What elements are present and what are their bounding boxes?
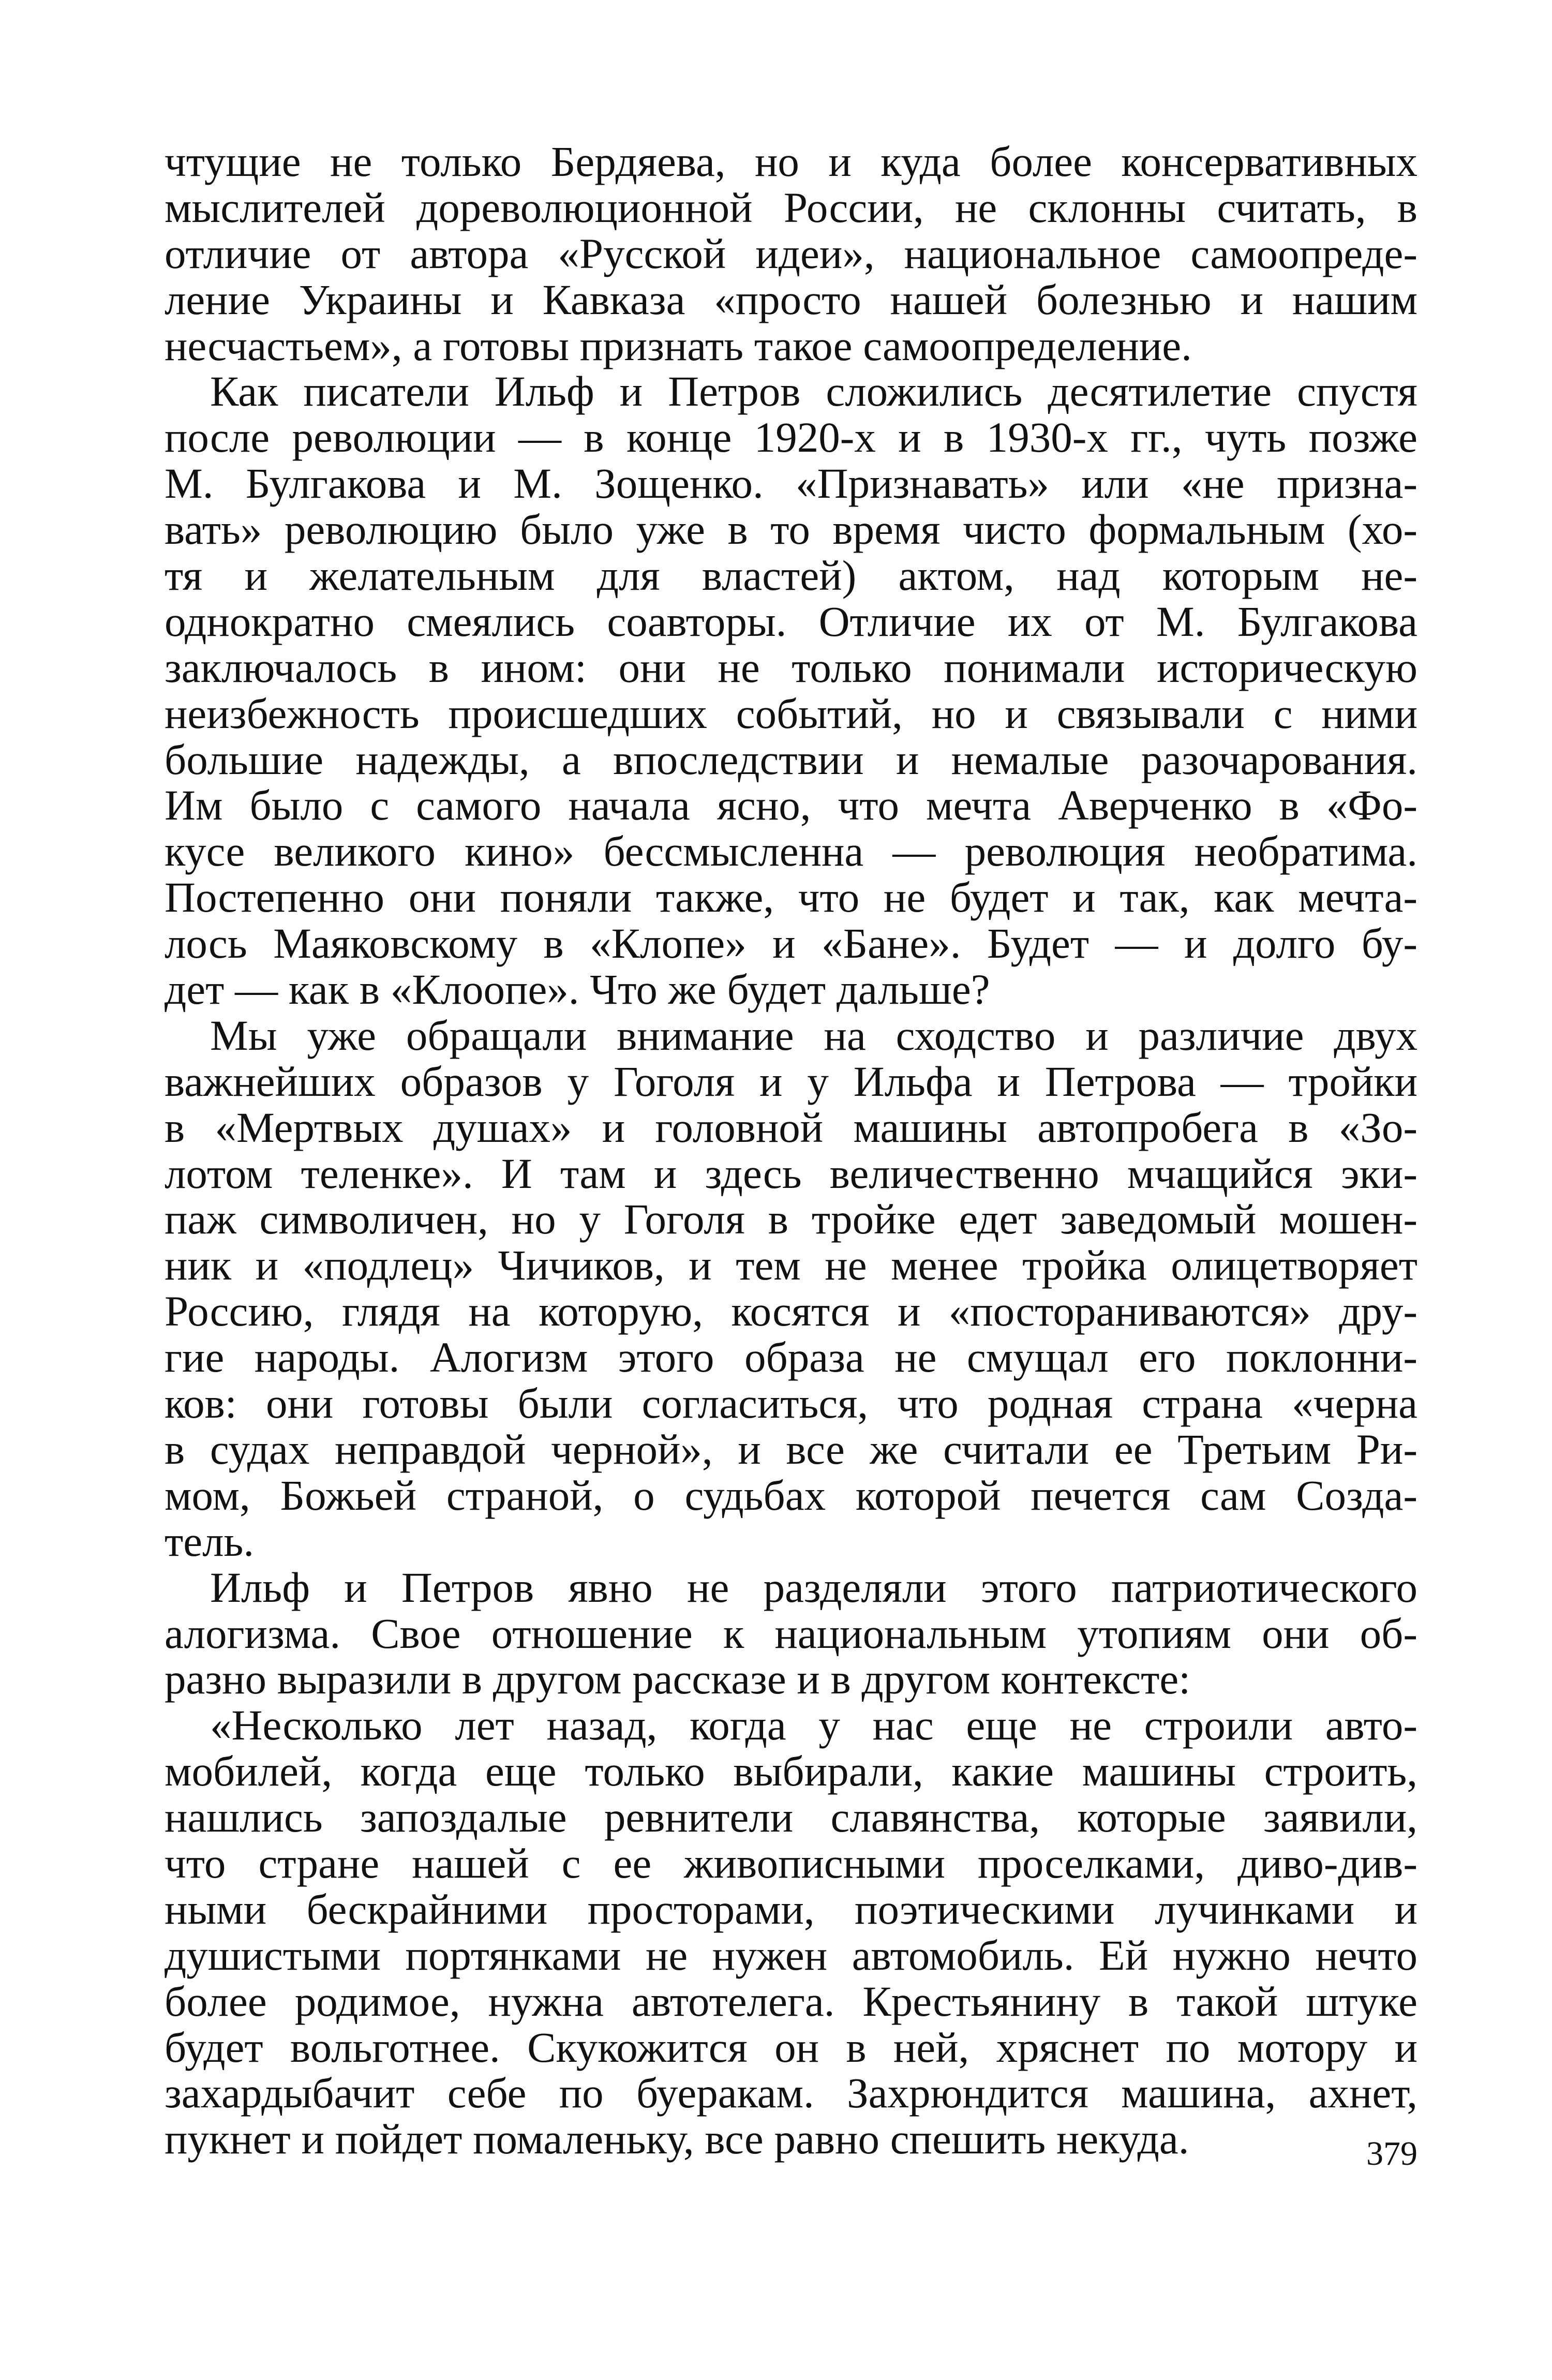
text-line: Россию, глядя на которую, косятся и «постораниваются» дру- bbox=[165, 1287, 1417, 1335]
text-line: мом, Божьей страной, о судьбах которой печется сам Созда- bbox=[165, 1471, 1417, 1519]
text-line: несчастьем», а готовы признать такое самоопределение. bbox=[165, 321, 1192, 369]
text-line: нашлись запоздалые ревнители славянства, которые заявили, bbox=[165, 1793, 1417, 1841]
text-line: душистыми портянками не нужен автомобиль. Ей нужно нечто bbox=[165, 1931, 1417, 1979]
paragraph-first-line: Ильф и Петров явно не разделяли этого патриотического bbox=[210, 1563, 1417, 1611]
text-line: захардыбачит себе по буеракам. Захрюндится машина, ахнет, bbox=[165, 2069, 1417, 2117]
text-line: мыслителей дореволюционной России, не склонны считать, в bbox=[165, 183, 1417, 231]
text-line: тель. bbox=[165, 1517, 255, 1565]
text-line: однократно смеялись соавторы. Отличие их от М. Булгакова bbox=[165, 597, 1417, 645]
text-line: что стране нашей с ее живописными проселками, диво-див- bbox=[165, 1839, 1417, 1887]
text-line: тя и желательным для властей) актом, над которым не- bbox=[165, 552, 1417, 600]
text-line: мобилей, когда еще только выбирали, какие машины строить, bbox=[165, 1747, 1417, 1795]
text-line: паж символичен, но у Гоголя в тройке едет заведомый мошен- bbox=[165, 1195, 1417, 1243]
page-number: 379 bbox=[1366, 2135, 1417, 2173]
text-line: ник и «подлец» Чичиков, и тем не менее тройка олицетворяет bbox=[165, 1241, 1417, 1289]
paragraph-first-line: Как писатели Ильф и Петров сложились десятилетие спустя bbox=[210, 367, 1417, 415]
text-line: дет — как в «Клоопе». Что же будет дальше? bbox=[165, 965, 990, 1014]
text-line: важнейших образов у Гоголя и у Ильфа и Петрова — тройки bbox=[165, 1057, 1417, 1105]
text-line: гие народы. Алогизм этого образа не смущал его поклонни- bbox=[165, 1333, 1417, 1381]
text-line: М. Булгакова и М. Зощенко. «Признавать» или «не призна- bbox=[165, 459, 1417, 508]
paragraph-first-line: Мы уже обращали внимание на сходство и различие двух bbox=[210, 1011, 1417, 1059]
text-line: будет вольготнее. Скукожится он в ней, хряснет по мотору и bbox=[165, 2023, 1417, 2071]
text-line: Постепенно они поняли также, что не будет и так, как мечта- bbox=[165, 873, 1417, 921]
body-text bbox=[165, 139, 1417, 2162]
text-line: алогизма. Свое отношение к национальным утопиям они об- bbox=[165, 1609, 1417, 1657]
text-line: после революции — в конце 1920-х и в 1930-х гг., чуть позже bbox=[165, 413, 1417, 462]
text-line: разно выразили в другом рассказе и в другом контексте: bbox=[165, 1655, 1191, 1703]
text-line: ков: они готовы были согласиться, что родная страна «черна bbox=[165, 1379, 1417, 1427]
paragraph-first-line: «Несколько лет назад, когда у нас еще не строили авто- bbox=[210, 1701, 1417, 1749]
text-line: лотом теленке». И там и здесь величественно мчащийся эки- bbox=[165, 1149, 1417, 1197]
text-line: неизбежность происшедших событий, но и связывали с ними bbox=[165, 689, 1417, 737]
text-line: Им было с самого начала ясно, что мечта Аверченко в «Фо- bbox=[165, 781, 1417, 829]
text-line: ными бескрайними просторами, поэтическими лучинками и bbox=[165, 1885, 1417, 1933]
text-line: кусе великого кино» бессмысленна — революция необратима. bbox=[165, 827, 1417, 875]
text-line: более родимое, нужна автотелега. Крестьянину в такой штуке bbox=[165, 1977, 1417, 2025]
text-line: большие надежды, а впоследствии и немалые разочарования. bbox=[165, 735, 1417, 783]
text-line: чтущие не только Бердяева, но и куда более консервативных bbox=[165, 138, 1417, 185]
text-line: вать» революцию было уже в то время чисто формальным (хо- bbox=[165, 505, 1417, 554]
text-line: ление Украины и Кавказа «просто нашей болезнью и нашим bbox=[165, 275, 1417, 323]
text-line: отличие от автора «Русской идеи», национальное самоопреде- bbox=[165, 229, 1417, 277]
text-line: лось Маяковскому в «Клопе» и «Бане». Будет — и долго бу- bbox=[165, 919, 1417, 968]
text-line: в судах неправдой черной», и все же считали ее Третьим Ри- bbox=[165, 1425, 1417, 1473]
text-line: заключалось в ином: они не только понимали историческую bbox=[165, 643, 1417, 691]
text-line: в «Мертвых душах» и головной машины автопробега в «Зо- bbox=[165, 1103, 1417, 1151]
text-line: пукнет и пойдет помаленьку, все равно спешить некуда. bbox=[165, 2115, 1189, 2163]
